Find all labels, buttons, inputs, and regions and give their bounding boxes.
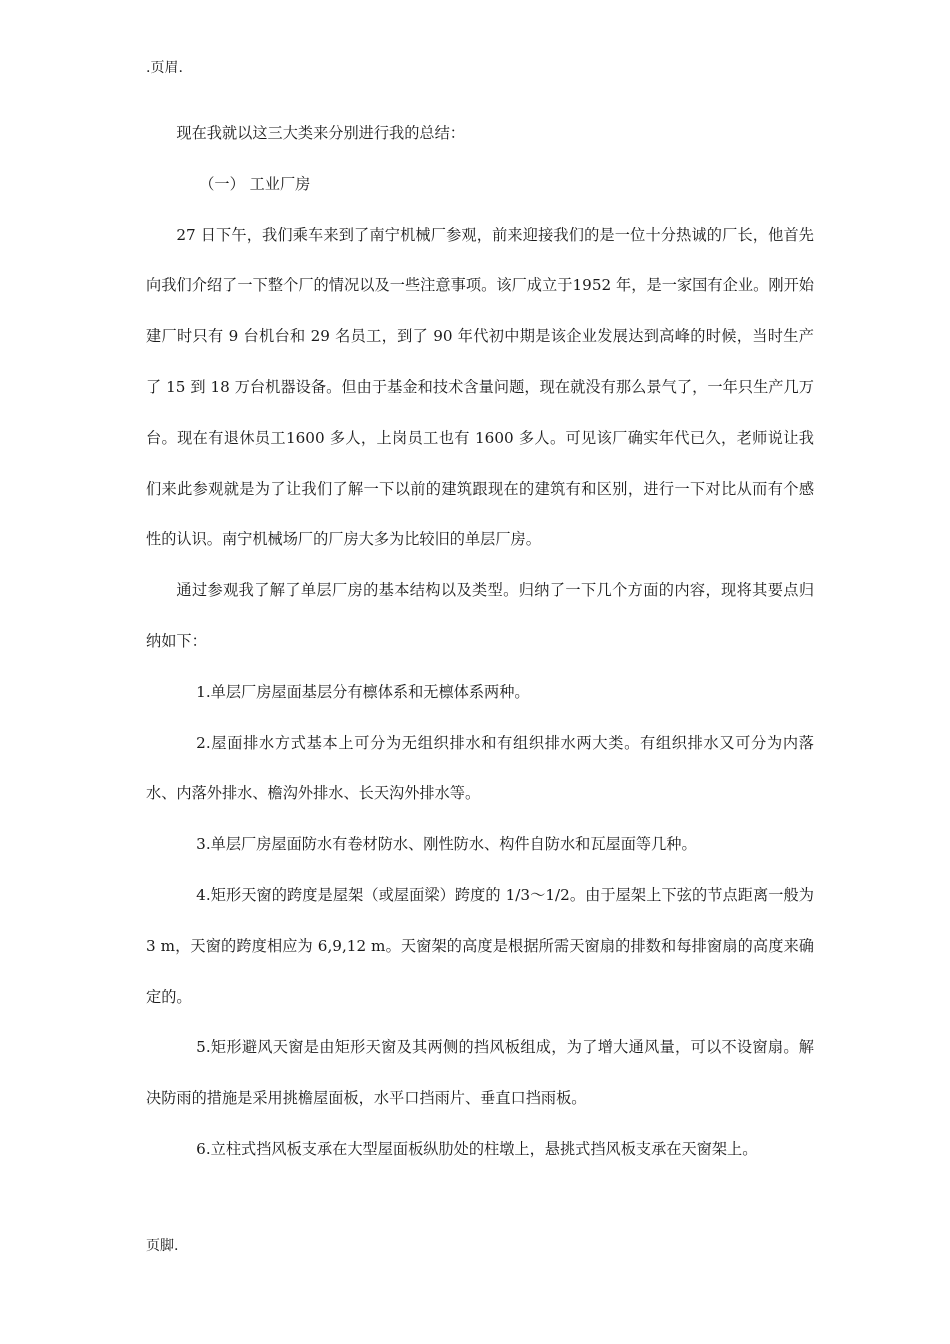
list-item-2: 2.屋面排水方式基本上可分为无组织排水和有组织排水两大类。有组织排水又可分为内落水、内落外排水、檐沟外排水、长天沟外排水等。 [146, 733, 814, 803]
list-item-1: 1.单层厂房屋面基层分有檩体系和无檩体系两种。 [196, 682, 530, 701]
page-header: .页眉. [146, 60, 183, 76]
list-item-3: 3.单层厂房屋面防水有卷材防水、刚性防水、构件自防水和瓦屋面等几种。 [196, 835, 697, 854]
section-heading: （一） 工业厂房 [199, 174, 311, 193]
intro-paragraph: 现在我就以这三大类来分别进行我的总结： [176, 124, 465, 142]
paragraph-factory-visit: 27 日下午，我们乘车来到了南宁机械厂参观，前来迎接我们的是一位十分热诚的厂长，他首先向我们介绍了一下整个厂的情况以及一些注意事项。该厂成立于1952 年，是一家国有企业。刚开始建厂时只有 9 台机台和 29 名员工，到了 90 年代初中期是该企业发展达到高峰的时候，当时生产了 15 到 18 万台机器设备。但由于基金和技术含量问题，现在就没有那么景气了，一年只生产几万台。现在有退休员工1600 多人，上岗员工也有 1600 多人。可见该厂确实年代已久，老师说让我们来此参观就是为了让我们了解一下以前的建筑跟现在的建筑有和区别，进行一下对比从而有个感性的认识。南宁机械场厂的厂房大多为比较旧的单层厂房。 [146, 225, 814, 549]
list-item-6: 6.立柱式挡风板支承在大型屋面板纵肋处的柱墩上，悬挑式挡风板支承在天窗架上。 [196, 1139, 758, 1158]
list-item-5: 5.矩形避风天窗是由矩形天窗及其两侧的挡风板组成，为了增大通风量，可以不设窗扇。解决防雨的措施是采用挑檐屋面板，水平口挡雨片、垂直口挡雨板。 [146, 1038, 814, 1108]
document-body [146, 108, 814, 1175]
paragraph-summary-intro: 通过参观我了解了单层厂房的基本结构以及类型。归纳了一下几个方面的内容，现将其要点归纳如下： [146, 581, 814, 650]
page-footer: 页脚. [146, 1238, 179, 1254]
list-item-4: 4.矩形天窗的跨度是屋架（或屋面梁）跨度的 1/3～1/2。由于屋架上下弦的节点距离一般为 3 m，天窗的跨度相应为 6,9,12 m。天窗架的高度是根据所需天窗扇的排数和每排窗扇的高度来确定的。 [146, 885, 814, 1006]
